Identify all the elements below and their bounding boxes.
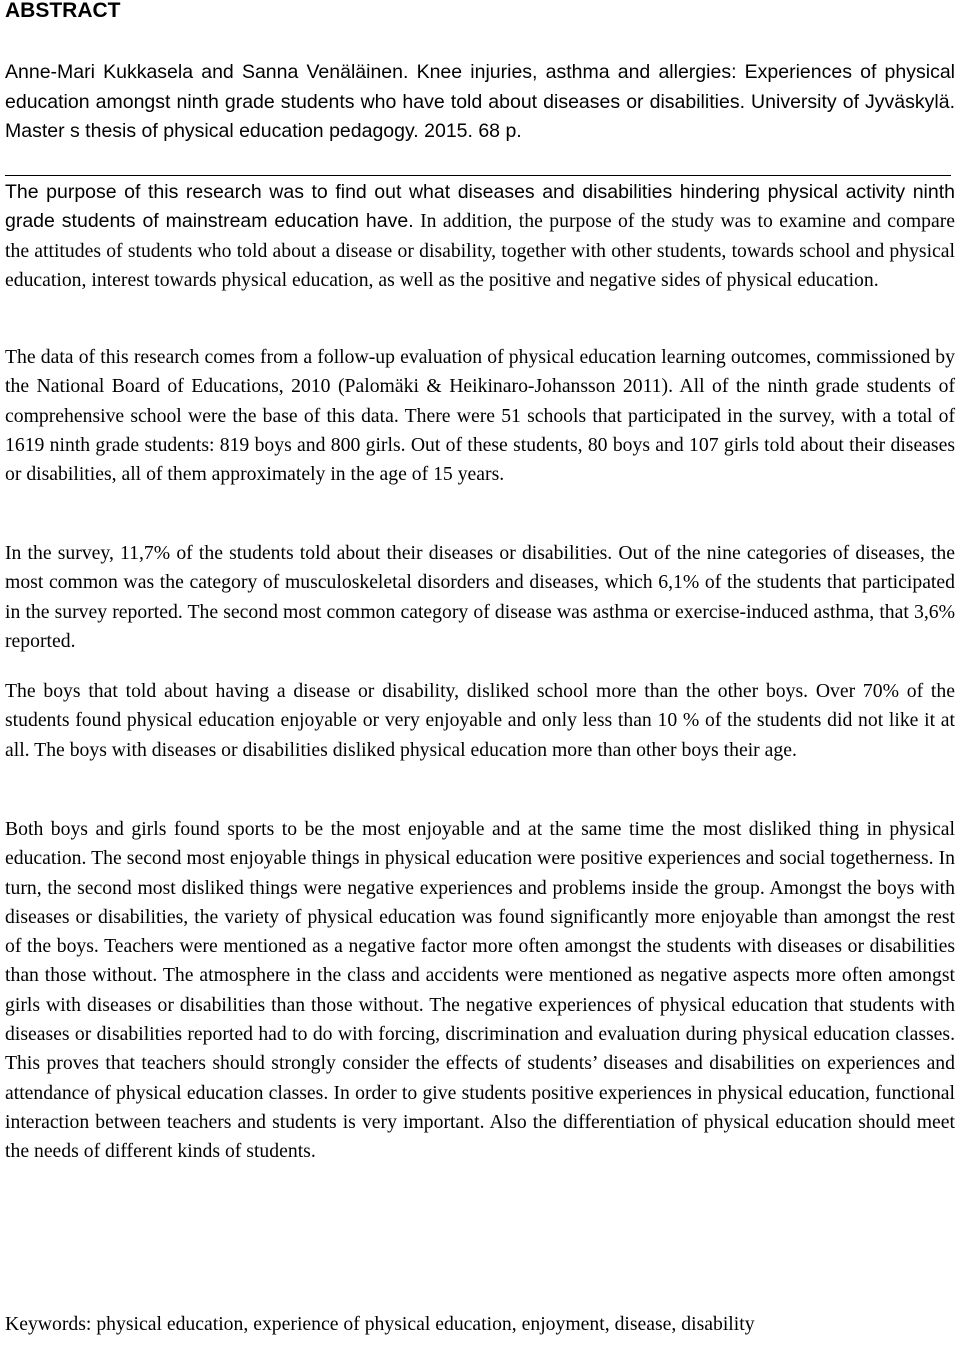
purpose-sentence: The purpose of this research was to find out what diseases and disabilities hindering physical activity ninth grade students of mainstream education have.	[5, 181, 955, 233]
data-paragraph: The data of this research comes from a follow-up evaluation of physical education learning outcomes, commissioned by the National Board of Educations, 2010 (Palomäki & Heikinaro-Johansson 2011). All of the ninth grade students of comprehensive school were the base of this data. There were 51 schools that participated in the survey, with a total of 1619 ninth grade students: 819 boys and 800 girls. Out of these students, 80 boys and 107 girls told about their diseases or disabilities, all of them approximately in the age of 15 years.	[5, 346, 955, 486]
purpose-continuation: In addition, the purpose of the study was to examine and compare the attitudes of students who told about a disease or disability, together with other students, towards school and physical education, interest towards physical education, as well as the positive and negative sides of physical education.	[5, 210, 956, 291]
experiences-paragraph: Both boys and girls found sports to be the most enjoyable and at the same time the most disliked thing in physical education. The second most enjoyable things in physical education were positive experiences and social togetherness. In turn, the second most disliked things were negative experiences and problems inside the group. Amongst the boys with diseases or disabilities, the variety of physical education was found significantly more enjoyable than amongst the rest of the boys. Teachers were mentioned as a negative factor more often amongst the students with diseases or disabilities than those without. The atmosphere in the class and accidents were mentioned as negative aspects more often amongst girls with diseases or disabilities than those without. The negative experiences of physical education that students with diseases or disabilities reported had to do with forcing, discrimination and evaluation during physical education classes. This proves that teachers should strongly consider the effects of students’ diseases and disabilities on experiences and attendance of physical education classes. In order to give students positive experiences in physical education, functional interaction between teachers and students is very important. Also the differentiation of physical education should meet the needs of different kinds of students.	[5, 818, 955, 1163]
abstract-heading: ABSTRACT	[5, 0, 121, 22]
purpose-paragraph	[5, 178, 955, 295]
divider-line	[5, 175, 951, 176]
attitudes-paragraph: The boys that told about having a disease or disability, disliked school more than the other boys. Over 70% of the students found physical education enjoyable or very enjoyable and only less than 10 % of the students did not like it at all. The boys with diseases or disabilities disliked physical education more than other boys their age.	[5, 680, 955, 761]
survey-results-paragraph: In the survey, 11,7% of the students told about their diseases or disabilities. Out of the nine categories of diseases, the most common was the category of musculoskeletal disorders and diseases, which 6,1% of the students that participated in the survey reported. The second most common category of disease was asthma or exercise-induced asthma, that 3,6% reported.	[5, 542, 955, 652]
citation: Anne-Mari Kukkasela and Sanna Venäläinen. Knee injuries, asthma and allergies: Experiences of physical education amongst ninth grade students who have told about diseases or disabilities. University of Jyväskylä. Master s thesis of physical education pedagogy. 2015. 68 p.	[5, 61, 955, 142]
keywords: Keywords: physical education, experience of physical education, enjoyment, disease, disability	[5, 1313, 755, 1335]
